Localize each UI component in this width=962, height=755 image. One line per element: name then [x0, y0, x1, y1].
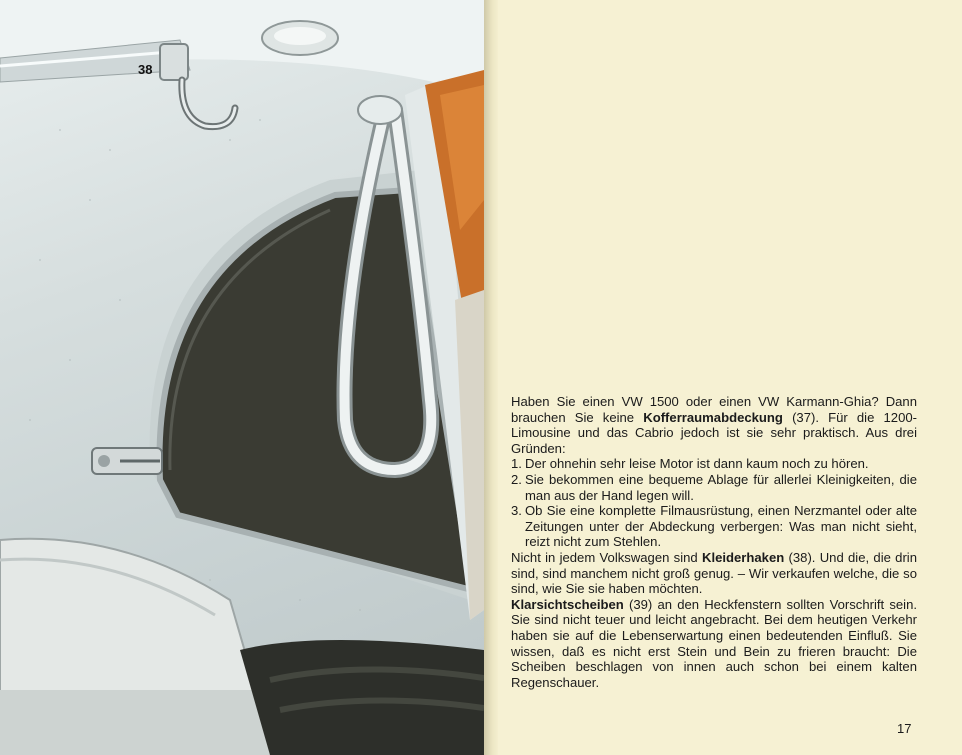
- term-kofferraumabdeckung: Kofferraumabdeckung: [643, 409, 783, 425]
- list-item: 3. Ob Sie eine komplette Filmausrüstung, einen Nerzmantel oder alte Zeitungen unter der Abdeckung verbergen: Was man nicht sieht, reizt nicht zum Stehlen.: [511, 503, 917, 550]
- body-text: [511, 394, 917, 690]
- term-kleiderhaken: Kleiderhaken: [702, 549, 785, 565]
- paragraph-kleiderhaken: Nicht in jedem Volkswagen sind Kleiderhaken (38). Und die, die drin sind, sind manchem nicht groß genug. – Wir verkaufen welche, die so sind, wie Sie sie haben möchten.: [511, 549, 917, 597]
- reasons-list: [511, 456, 917, 550]
- list-item: 1. Der ohnehin sehr leise Motor ist dann kaum noch zu hören.: [511, 456, 869, 472]
- term-klarsichtscheiben: Klarsichtscheiben: [511, 596, 624, 612]
- list-item: 2. Sie bekommen eine bequeme Ablage für allerlei Kleinigkeiten, die man aus der Hand legen will.: [511, 471, 917, 503]
- paragraph-klarsichtscheiben: Klarsichtscheiben (39) an den Heckfenstern sollten Vorschrift sein. Sie sind nicht teuer und leicht angebracht. Bei dem heutigen Verkehr haben sie auf die Lebenserwartung einen bedeutenden Einfluß. Sie wissen, daß es nicht erst Stein und Bein zu frieren braucht: Die Scheiben beschlagen von innen auch schon bei einem kalten Regenschauer.: [511, 596, 917, 690]
- page-gutter: [484, 0, 498, 755]
- paragraph-kofferraum: Haben Sie einen VW 1500 oder einen VW Karmann-Ghia? Dann brauchen Sie keine Kofferraumabdeckung (37). Für die 1200-Limousine und das Cabrio jedoch ist sie sehr praktisch. Aus drei Gründen:: [511, 394, 917, 456]
- page-number: 17: [897, 721, 912, 736]
- callout-number: 38: [138, 62, 153, 77]
